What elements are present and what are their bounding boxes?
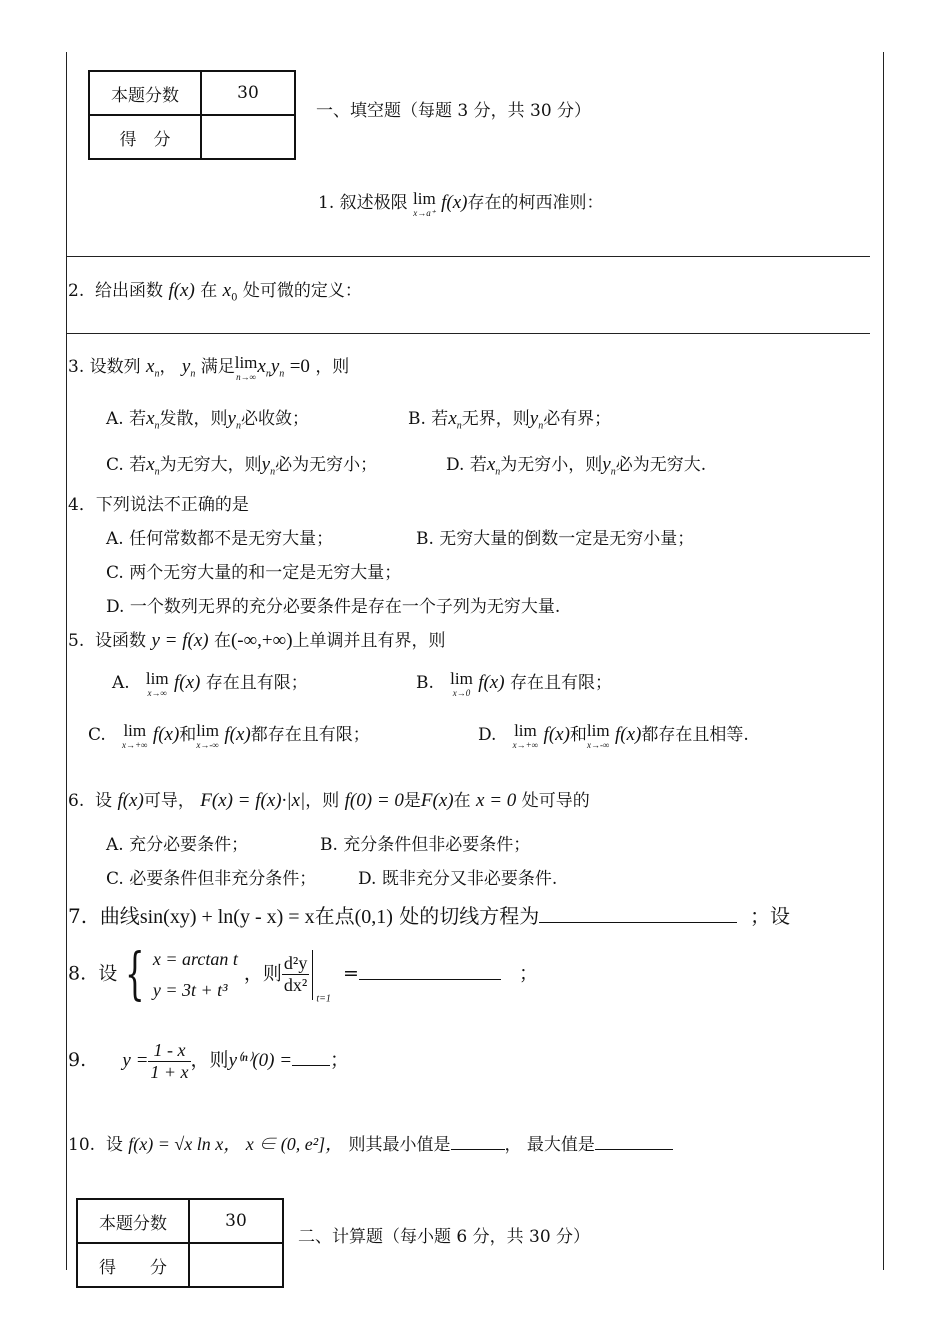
get-value-cell[interactable] bbox=[201, 115, 295, 159]
q8-brace: { bbox=[125, 941, 145, 1007]
q5-option-c[interactable]: C. lim x→+∞ f(x)和 lim x→-∞ f(x)都存在且有限； bbox=[88, 720, 370, 750]
section-1-title: 一、填空题（每题 3 分，共 30 分） bbox=[316, 101, 592, 121]
q10-max-blank[interactable] bbox=[595, 1133, 673, 1150]
q4-option-c[interactable]: C. 两个无穷大量的和一定是无穷大量； bbox=[106, 563, 402, 583]
q5-option-b[interactable]: B. lim x→0 f(x) 存在且有限； bbox=[416, 668, 612, 698]
left-margin-line bbox=[66, 52, 67, 1270]
score-table-2 bbox=[76, 1198, 284, 1288]
q5-option-d[interactable]: D. lim x→+∞ f(x)和 lim x→-∞ f(x)都存在且相等. bbox=[478, 720, 749, 750]
get-label: 得 分 bbox=[89, 115, 201, 159]
question-3: 3. 设数列 $x_n$， $y_n$ 满足 lim n→∞ $x_ny_n =0$ ，则 bbox=[68, 352, 350, 382]
q7-answer-blank[interactable] bbox=[539, 902, 737, 923]
question-5: 5. 设函数 y = f(x) 在(-∞,+∞)上单调并且有界，则 bbox=[68, 630, 446, 651]
score-value-2: 30 bbox=[189, 1199, 283, 1243]
question-7: 7. 曲线sin(xy) + ln(y - x) = x在点(0,1) 处的切线方程为 ；设 bbox=[68, 904, 790, 928]
right-margin-line bbox=[883, 52, 884, 1270]
question-1 bbox=[318, 188, 604, 218]
q1-limit: lim x→a⁺ bbox=[413, 188, 436, 218]
q4-option-d[interactable]: D. 一个数列无界的充分必要条件是存在一个子列为无穷大量. bbox=[106, 597, 561, 617]
q10-min-blank[interactable] bbox=[451, 1133, 505, 1150]
q3-option-d[interactable]: D. 若$x_n$为无穷小，则$y_n$必为无穷大. bbox=[446, 454, 707, 478]
score-label-2: 本题分数 bbox=[77, 1199, 189, 1243]
question-4: 4．下列说法不正确的是 bbox=[68, 495, 249, 515]
q6-option-d[interactable]: D. 既非充分又非必要条件. bbox=[358, 869, 558, 889]
question-6: 6. 设 f(x)可导， F(x) = f(x)·|x|，则 f(0) = 0是F(x)在 x = 0 处可导的 bbox=[68, 790, 590, 811]
q3-option-a[interactable]: A. 若$x_n$发散，则$y_n$必收敛； bbox=[106, 408, 309, 432]
section-2-title: 二、计算题（每小题 6 分，共 30 分） bbox=[298, 1227, 591, 1247]
get-label-2: 得 分 bbox=[77, 1243, 189, 1287]
q3-option-b[interactable]: B. 若$x_n$无界，则$y_n$必有界； bbox=[408, 408, 612, 432]
q6-option-b[interactable]: B. 充分条件但非必要条件； bbox=[320, 835, 531, 855]
q6-option-a[interactable]: A. 充分必要条件； bbox=[106, 835, 249, 855]
q8-derivative: $\frac{\text{d²y}}{\text{dx²}}$ bbox=[283, 953, 308, 996]
q8-answer-blank[interactable] bbox=[359, 961, 501, 980]
q1-num: 1. bbox=[318, 193, 335, 213]
q5-option-a[interactable]: A. lim x→∞ f(x) 存在且有限； bbox=[112, 668, 308, 698]
q3-option-c[interactable]: C. 若$x_n$为无穷大，则$y_n$必为无穷小； bbox=[106, 454, 378, 478]
q6-option-c[interactable]: C. 必要条件但非充分条件； bbox=[106, 869, 317, 889]
score-value: 30 bbox=[201, 71, 295, 115]
question-8: 8. 设 { x = arctan t y = 3t + t³ ，则 $\frac{\text{d²y}}{\text{dx²}}$ $_{t=1}$ = ； bbox=[68, 941, 539, 1007]
q4-option-b[interactable]: B. 无穷大量的倒数一定是无穷小量； bbox=[416, 529, 695, 549]
get-value-cell-2[interactable] bbox=[189, 1243, 283, 1287]
answer-line-1 bbox=[66, 256, 870, 257]
answer-line-2 bbox=[66, 333, 870, 334]
q4-option-a[interactable]: A. 任何常数都不是无穷大量； bbox=[106, 529, 334, 549]
score-label: 本题分数 bbox=[89, 71, 201, 115]
q1-pre: 叙述极限 bbox=[339, 193, 408, 213]
q1-func: f(x) bbox=[441, 192, 468, 213]
q1-post: 存在的柯西准则： bbox=[467, 193, 604, 213]
q9-fraction: $\frac{1 - x}{1 + x}$ bbox=[150, 1040, 189, 1082]
question-9: 9. y = $\frac{1 - x}{1 + x}$ ，则y⁽ⁿ⁾(0) = ； bbox=[68, 1040, 350, 1082]
question-10: 10. 设 f(x) = √x ln x， x ∈ (0, e²]， 则其最小值是 ， 最大值是 bbox=[68, 1130, 673, 1156]
q8-system: x = arctan t y = 3t + t³ bbox=[152, 949, 238, 1000]
question-2: 2. 给出函数 f(x) 在 $x_0$ 处可微的定义： bbox=[68, 280, 362, 304]
q9-answer-blank[interactable] bbox=[292, 1047, 330, 1066]
score-table-1 bbox=[88, 70, 296, 160]
